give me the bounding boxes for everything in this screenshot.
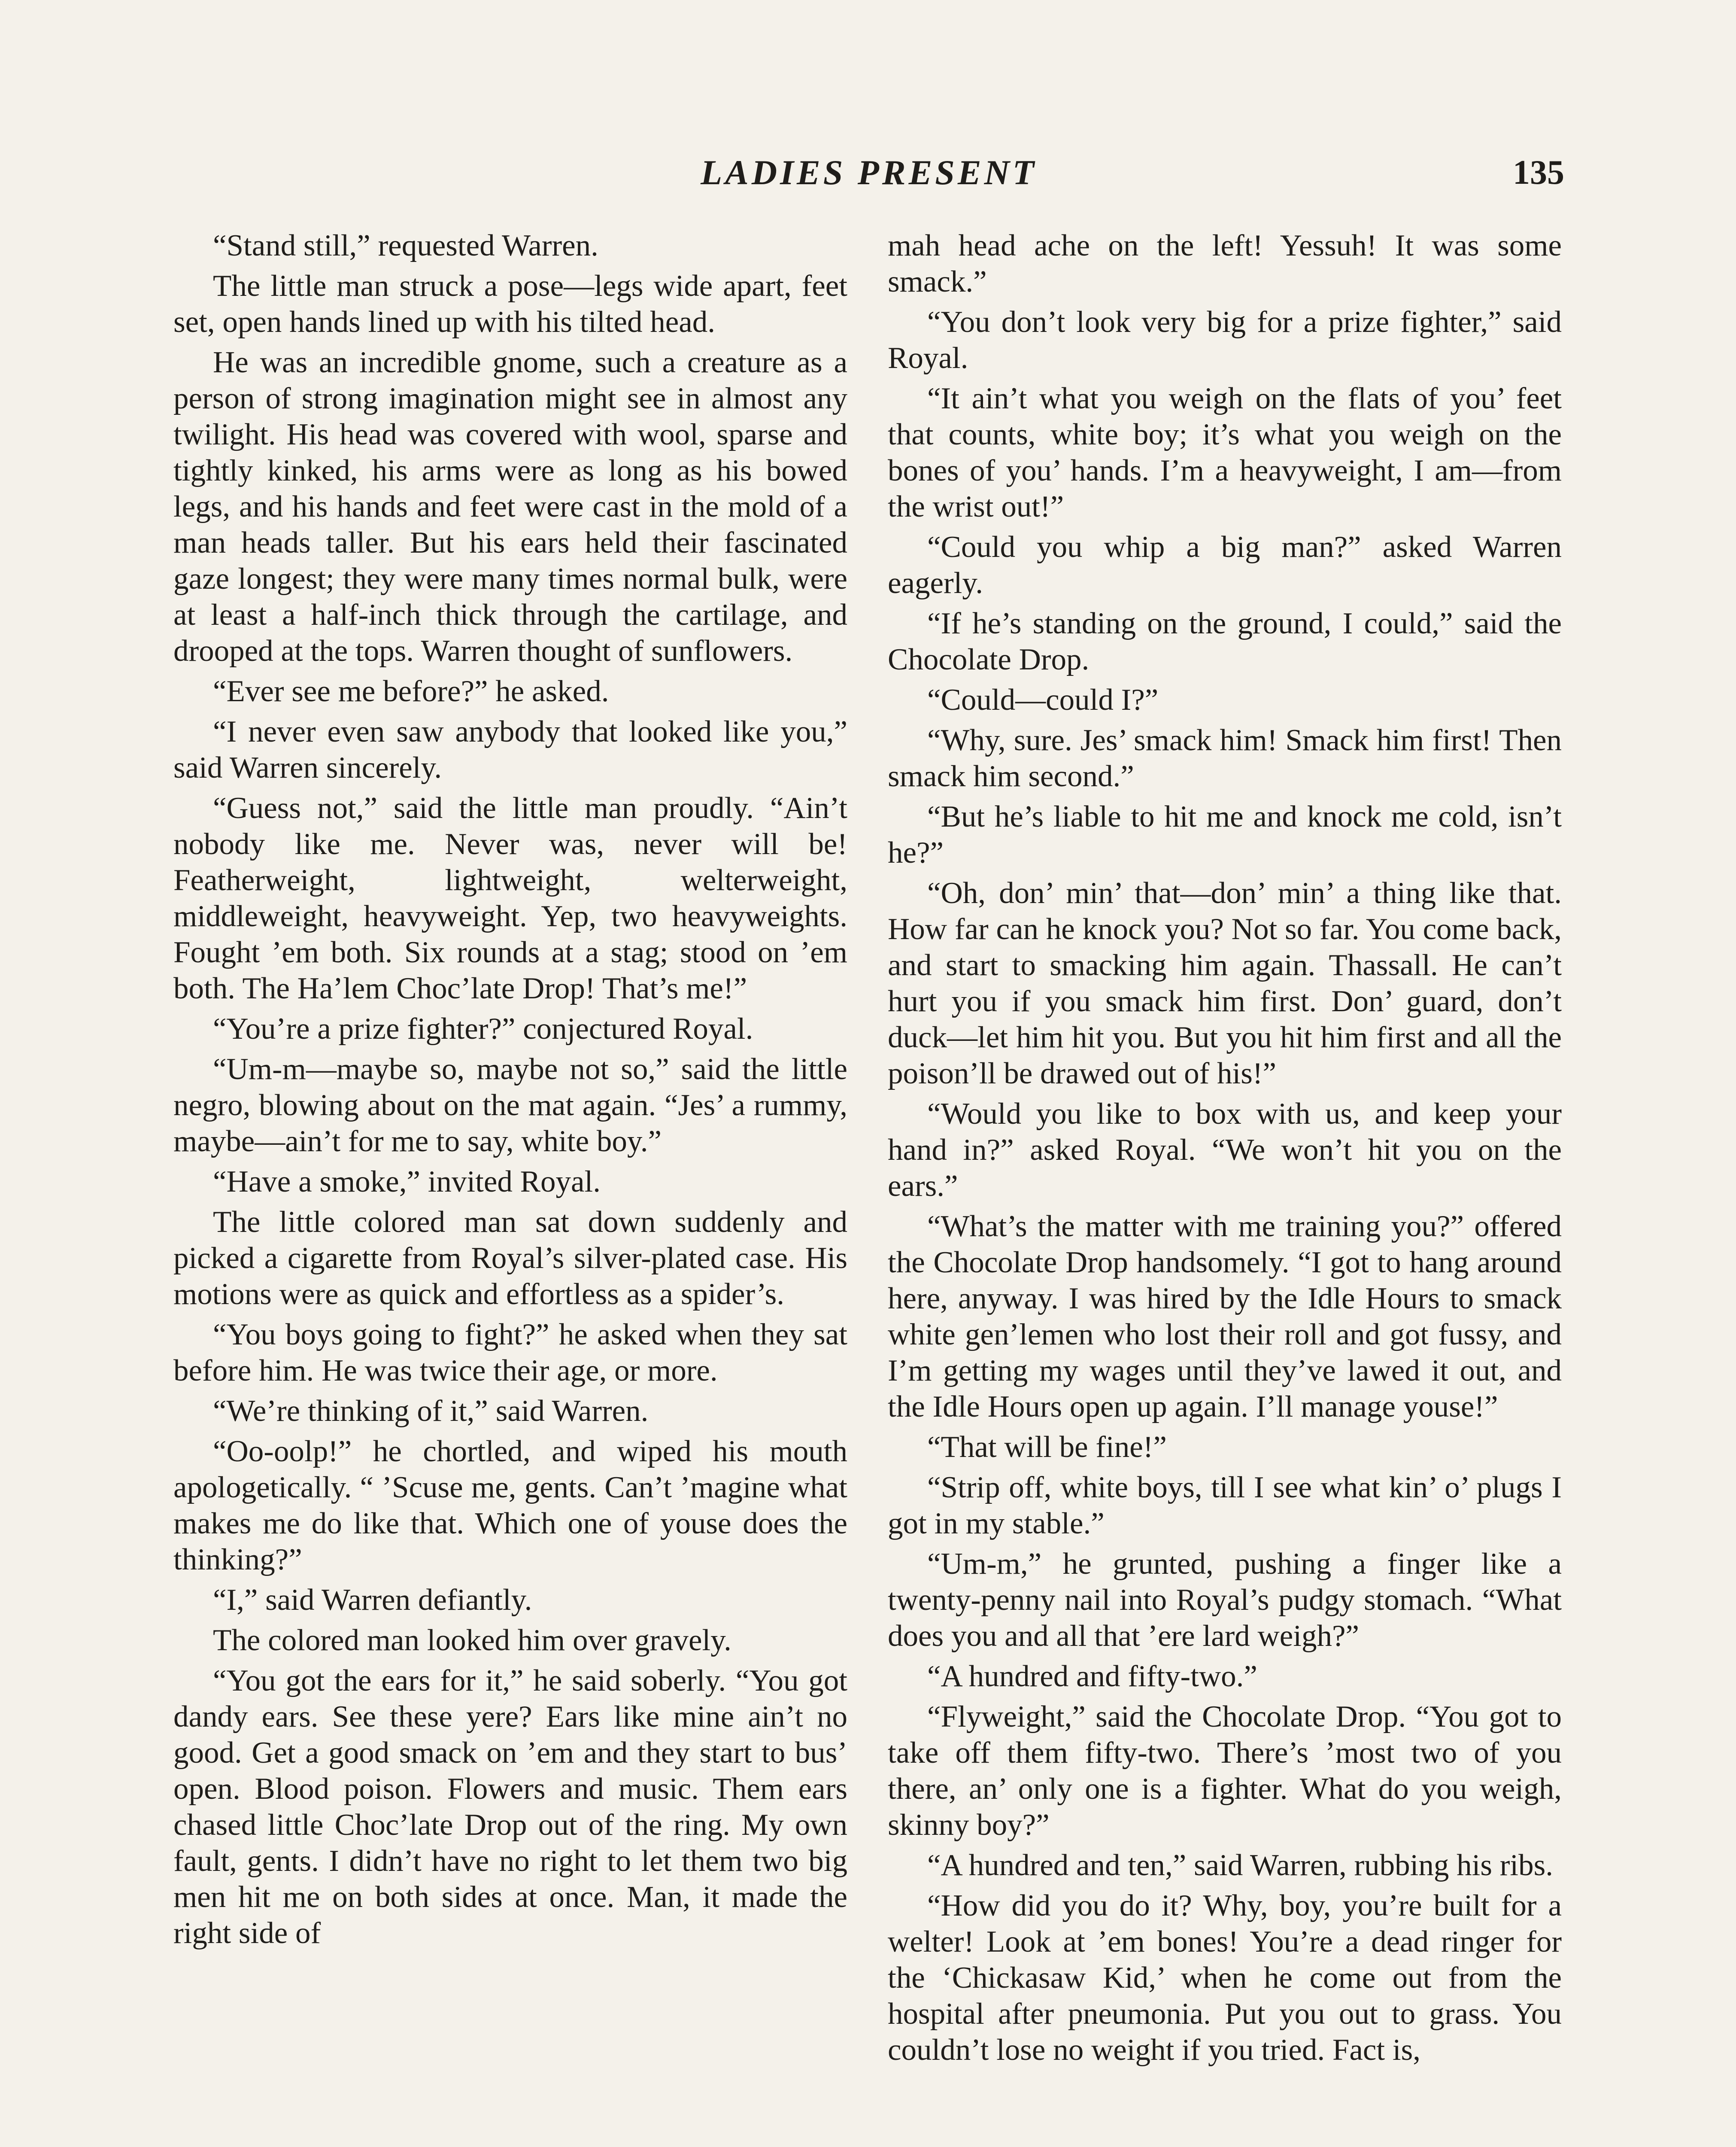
paragraph: “A hundred and ten,” said Warren, rubbing his ribs. (927, 1849, 1553, 1882)
paragraph: “Could you whip a big man?” asked Warren eagerly. (888, 530, 1562, 600)
paragraph: “How did you do it? Why, boy, you’re built for a welter! Look at ’em bones! You’re a dead ringer for the ‘Chickasaw Kid,’ when he come out from the hospital after pneumonia. Put you out to grass. You couldn’t lose no weight if you tried. Fact is, (888, 1889, 1562, 2067)
paragraph: “Have a smoke,” invited Royal. (213, 1165, 601, 1198)
paragraph: “Could—could I?” (927, 683, 1159, 717)
paragraph: “You boys going to fight?” he asked when they sat before him. He was twice their age, or more. (173, 1318, 847, 1387)
paragraph: “We’re thinking of it,” said Warren. (213, 1394, 649, 1428)
paragraph: “Ever see me before?” he asked. (213, 675, 609, 708)
running-title: LADIES PRESENT (701, 153, 1037, 192)
paragraph-continued: mah head ache on the left! Yessuh! It was some smack.” (888, 229, 1562, 298)
right-column (888, 228, 1562, 2147)
paragraph: “Oh, don’ min’ that—don’ min’ a thing like that. How far can he knock you? Not so far. You come back, and start to smacking him again. Thassall. He can’t hurt you if you smack him first. Don’ guard, don’t duck—let him hit you. But you hit him first and all the poison’ll be drawed out of his!” (888, 876, 1562, 1090)
paragraph: “Guess not,” said the little man proudly. “Ain’t nobody like me. Never was, never will be! Featherweight, lightweight, welterweight, middleweight, heavyweight. Yep, two heavyweights. Fought ’em both. Six rounds at a stag; stood on ’em both. The Ha’lem Choc’late Drop! That’s me!” (173, 791, 847, 1005)
paragraph: “I never even saw anybody that looked like you,” said Warren sincerely. (173, 715, 847, 785)
paragraph: “Would you like to box with us, and keep your hand in?” asked Royal. “We won’t hit you on the ears.” (888, 1097, 1562, 1203)
paragraph: “If he’s standing on the ground, I could,” said the Chocolate Drop. (888, 607, 1562, 676)
paragraph: “It ain’t what you weigh on the flats of you’ feet that counts, white boy; it’s what you weigh on the bones of you’ hands. I’m a heavyweight, I am—from the wrist out!” (888, 382, 1562, 523)
paragraph: “I,” said Warren defiantly. (213, 1583, 532, 1617)
paragraph: “Oo-oolp!” he chortled, and wiped his mouth apologetically. “ ’Scuse me, gents. Can’t ’magine what makes me do like that. Which one of youse does the thinking?” (173, 1435, 847, 1576)
paragraph: “Strip off, white boys, till I see what kin’ o’ plugs I got in my stable.” (888, 1471, 1562, 1540)
paragraph: “A hundred and fifty-two.” (927, 1660, 1257, 1693)
paragraph: The colored man looked him over gravely. (213, 1624, 731, 1657)
paragraph: “Stand still,” requested Warren. (213, 229, 598, 262)
paragraph: The little colored man sat down suddenly and picked a cigarette from Royal’s silver-plated case. His motions were as quick and effortless as a spider’s. (173, 1205, 847, 1311)
paragraph: The little man struck a pose—legs wide apart, feet set, open hands lined up with his tilted head. (173, 269, 847, 339)
paragraph: “You’re a prize fighter?” conjectured Royal. (213, 1012, 753, 1046)
paragraph: “You got the ears for it,” he said soberly. “You got dandy ears. See these yere? Ears like mine ain’t no good. Get a good smack on ’em and they start to bus’ open. Blood poison. Flowers and music. Them ears chased little Choc’late Drop out of the ring. My own fault, gents. I didn’t have no right to let them two big men hit me on both sides at once. Man, it made the right side of (173, 1664, 847, 1950)
paragraph: “Flyweight,” said the Chocolate Drop. “You got to take off them fifty-two. There’s ’most two of you there, an’ only one is a fighter. What do you weigh, skinny boy?” (888, 1700, 1562, 1842)
paragraph: “Um-m,” he grunted, pushing a finger like a twenty-penny nail into Royal’s pudgy stomach. “What does you and all that ’ere lard weigh?” (888, 1547, 1562, 1653)
paragraph: “Um-m—maybe so, maybe not so,” said the little negro, blowing about on the mat again. “Jes’ a rummy, maybe—ain’t for me to say, white boy.” (173, 1052, 847, 1158)
paragraph: “Why, sure. Jes’ smack him! Smack him first! Then smack him second.” (888, 724, 1562, 793)
paragraph: “You don’t look very big for a prize fighter,” said Royal. (888, 305, 1562, 375)
paragraph: “That will be fine!” (927, 1430, 1167, 1464)
running-head (173, 143, 1564, 203)
paragraph: “What’s the matter with me training you?” offered the Chocolate Drop handsomely. “I got to hang around here, anyway. I was hired by the Idle Hours to smack white gen’lemen who lost their roll and got fussy, and I’m getting my wages until they’ve lawed it out, and the Idle Hours open up again. I’ll manage youse!” (888, 1210, 1562, 1423)
page-number: 135 (1513, 154, 1564, 192)
left-column (173, 228, 847, 2147)
paragraph: He was an incredible gnome, such a creature as a person of strong imagination might see in almost any twilight. His head was covered with wool, sparse and tightly kinked, his arms were as long as his bowed legs, and his hands and feet were cast in the mold of a man heads taller. But his ears held their fascinated gaze longest; they were many times normal bulk, were at least a half-inch thick through the cartilage, and drooped at the tops. Warren thought of sunflowers. (173, 346, 847, 668)
paragraph: “But he’s liable to hit me and knock me cold, isn’t he?” (888, 800, 1562, 870)
